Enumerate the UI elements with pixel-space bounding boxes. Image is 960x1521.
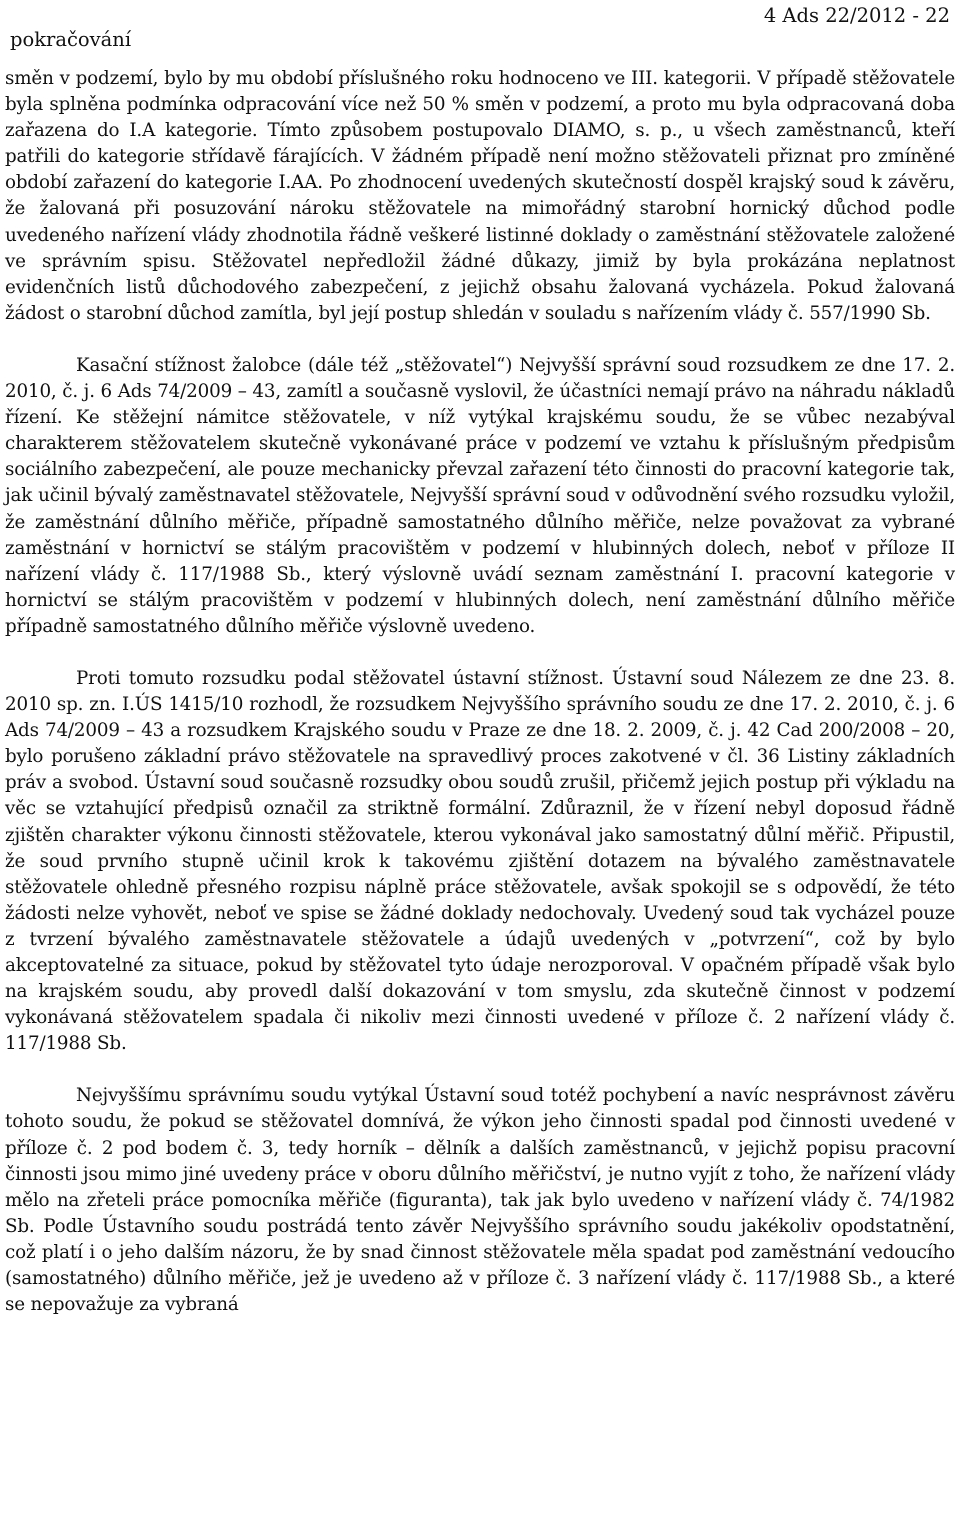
paragraph-2: Kasační stížnost žalobce (dále též „stěžovatel“) Nejvyšší správní soud rozsudkem ze dne 17. 2. 2010, č. j. 6 Ads 74/2009 – 43, zamítl a současně vyslovil, že účastníci nemají právo na náhradu nákladů řízení. Ke stěžejní námitce stěžovatele, v níž vytýkal krajskému soudu, že se vůbec nezabýval charakterem stěžovatelem skutečně vykonávané práce v podzemí ve vztahu k příslušným předpisům sociálního zabezpečení, ale pouze mechanicky převzal zařazení této činnosti do pracovní kategorie tak, jak učinil bývalý zaměstnavatel stěžovatele, Nejvyšší správní soud v odůvodnění svého rozsudku vyložil, že zaměstnání důlního měřiče, případně samostatného důlního měřiče, nelze považovat za vybrané zaměstnání v hornictví se stálým pracovištěm v podzemí v hlubinných dolech, neboť v příloze II nařízení vlády č. 117/1988 Sb., který výslovně uvádí seznam zaměstnání I. pracovní kategorie v hornictví se stálým pracovištěm v podzemí v hlubinných dolech, není zaměstnání důlního měřiče případně samostatného důlního měřiče výslovně uvedeno.: [5, 354, 955, 637]
paragraph-4: Nejvyššímu správnímu soudu vytýkal Ústavní soud totéž pochybení a navíc nesprávnost závěru tohoto soudu, že pokud se stěžovatel domnívá, že výkon jeho činnosti spadal pod činnosti uvedené v příloze č. 2 pod bodem č. 3, tedy horník – dělník a dalších zaměstnanců, v jejichž popisu pracovní činnosti jsou mimo jiné uvedeny práce v oboru důlního měřičství, je nutno vyjít z toho, že nařízení vlády mělo na zřeteli práce pomocníka měřiče (figuranta), tak jak bylo uvedeno v nařízení vlády č. 74/1982 Sb. Podle Ústavního soudu postrádá tento závěr Nejvyššího správního soudu jakékoliv opodstatnění, což platí i o jeho dalším názoru, že by snad činnost stěžovatele měla spadat pod zaměstnání vedoucího (samostatného) důlního měřiče, jež je uvedeno až v příloze č. 3 nařízení vlády č. 117/1988 Sb., a které se nepovažuje za vybraná: [5, 1085, 955, 1316]
paragraph-1: směn v podzemí, bylo by mu období příslušného roku hodnoceno ve III. kategorii. V případě stěžovatele byla splněna podmínka odpracování více než 50 % směn v podzemí, a proto mu byla odpracovaná doba zařazena do I.A kategorie. Tímto způsobem postupovalo DIAMO, s. p., u všech zaměstnanců, kteří patřili do kategorie střídavě fárajících. V žádném případě není možno stěžovateli přiznat pro zmíněné období zařazení do kategorie I.AA. Po zhodnocení uvedených skutečností dospěl krajský soud k závěru, že žalovaná při posuzování nároku stěžovatele na mimořádný starobní hornický důchod podle uvedeného nařízení vlády zhodnotila řádně veškeré listinné doklady o zaměstnání stěžovatele založené ve správním spisu. Stěžovatel nepředložil žádné důkazy, jimiž by byla prokázána neplatnost evidenčních listů důchodového zabezpečení, z jejichž obsahu žalovaná vycházela. Pokud žalovaná žádost o starobní důchod zamítla, byl její postup shledán v souladu s nařízením vlády č. 557/1990 Sb.: [5, 68, 955, 324]
paragraph-3: Proti tomuto rozsudku podal stěžovatel ústavní stížnost. Ústavní soud Nálezem ze dne 23. 8. 2010 sp. zn. I.ÚS 1415/10 rozhodl, že rozsudkem Nejvyššího správního soudu ze dne 17. 2. 2010, č. j. 6 Ads 74/2009 – 43 a rozsudkem Krajského soudu v Praze ze dne 18. 2. 2009, č. j. 42 Cad 200/2008 – 20, bylo porušeno základní právo stěžovatele na spravedlivý proces zakotvené v čl. 36 Listiny základních práv a svobod. Ústavní soud současně rozsudky obou soudů zrušil, přičemž jejich postup při výkladu na věc se vztahující předpisů označil za striktně formální. Zdůraznil, že v řízení nebyl doposud řádně zjištěn charakter výkonu činnosti stěžovatele, kterou vykonával jako samostatný důlní měřič. Připustil, že soud prvního stupně učinil krok k takovému zjištění dotazem na bývalého zaměstnavatele stěžovatele ohledně přesného rozpisu náplně práce stěžovatele, avšak spokojil se s odpovědí, že této žádosti nelze vyhovět, neboť ve spise se žádné doklady nedochovaly. Uvedený soud tak vycházel pouze z tvrzení bývalého zaměstnavatele stěžovatele a údajů uvedených v „potvrzení“, což by bylo akceptovatelné za situace, pokud by stěžovatel tyto údaje nerozporoval. V opačném případě však bylo na krajském soudu, aby provedl další dokazování v tom smyslu, zda skutečně činnost v podzemí vykonávaná stěžovatelem spadala či nikoliv mezi činnosti uvedené v příloze č. 2 nařízení vlády č. 117/1988 Sb.: [5, 667, 955, 1055]
case-number: 4 Ads 22/2012 - 22: [763, 4, 950, 27]
continuation-label: pokračování: [10, 28, 132, 51]
page-header: [5, 0, 955, 66]
